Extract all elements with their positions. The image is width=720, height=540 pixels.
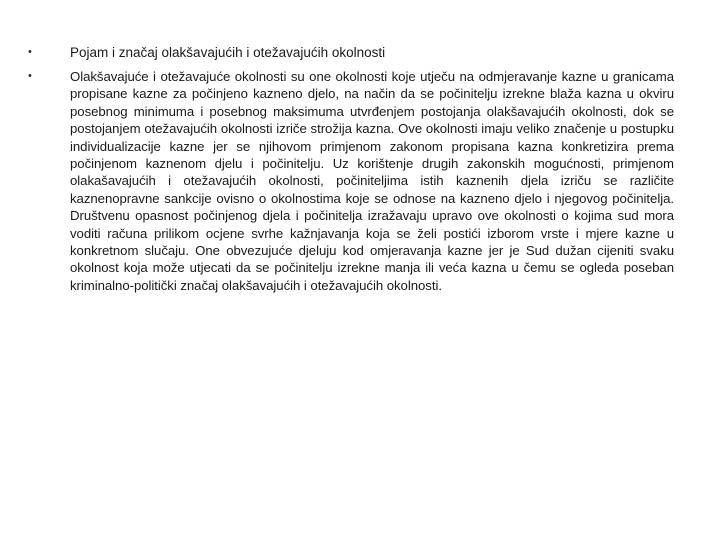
bullet-title-text: Pojam i značaj olakšavajućih i otežavajućih okolnosti (70, 45, 386, 60)
bullet-body-paragraph: Olakšavajuće i otežavajuće okolnosti su one okolnosti koje utječu na odmjeravanje kazne u granicama propisane kazne za počinjeno kazneno djelo, na način da se počinitelju izrekne blaža kazna u okviru posebnog minimuma i posebnog maksimuma utvrđenjem postojanja olakšavajućih okolnosti, dok se postojanjem otežavajućih okolnosti izriče strožija kazna. Ove okolnosti imaju veliko značenje u postupku individualizacije kazne jer se njihovom primjenom zakonom propisana kazna konkretizira prema počinjenom kaznenom djelu i počinitelju. Uz korištenje drugih zakonskih mogućnosti, primjenom olakašavajućih i otežavajućih okolnosti, počiniteljima istih kaznenih djela izriču se različite kaznenopravne sankcije ovisno o okolnostima koje se odnose na kazneno djelo i njegovog počinitelja. Društvenu opasnost počinjenog djela i počinitelja izražavaju upravo ove okolnosti o kojima sud mora voditi računa prilikom ocjene svrhe kažnjavanja koja se želi postići izborom vrste i mjere kazne u konkretnom slučaju. One obvezujuće djeluju kod omjeravanja kazne jer je Sud dužan cijeniti svaku okolnost koja može utjecati da se počinitelju izrekne manja ili veća kazna u čemu se ogleda poseban kriminalno-politički značaj olakšavajućih i otežavajućih okolnosti. (70, 69, 674, 293)
bullet-item-title (28, 44, 674, 62)
bullet-list (28, 44, 674, 300)
bullet-marker: • (28, 70, 32, 82)
bullet-marker: • (28, 46, 32, 58)
bullet-item-body (28, 68, 674, 294)
